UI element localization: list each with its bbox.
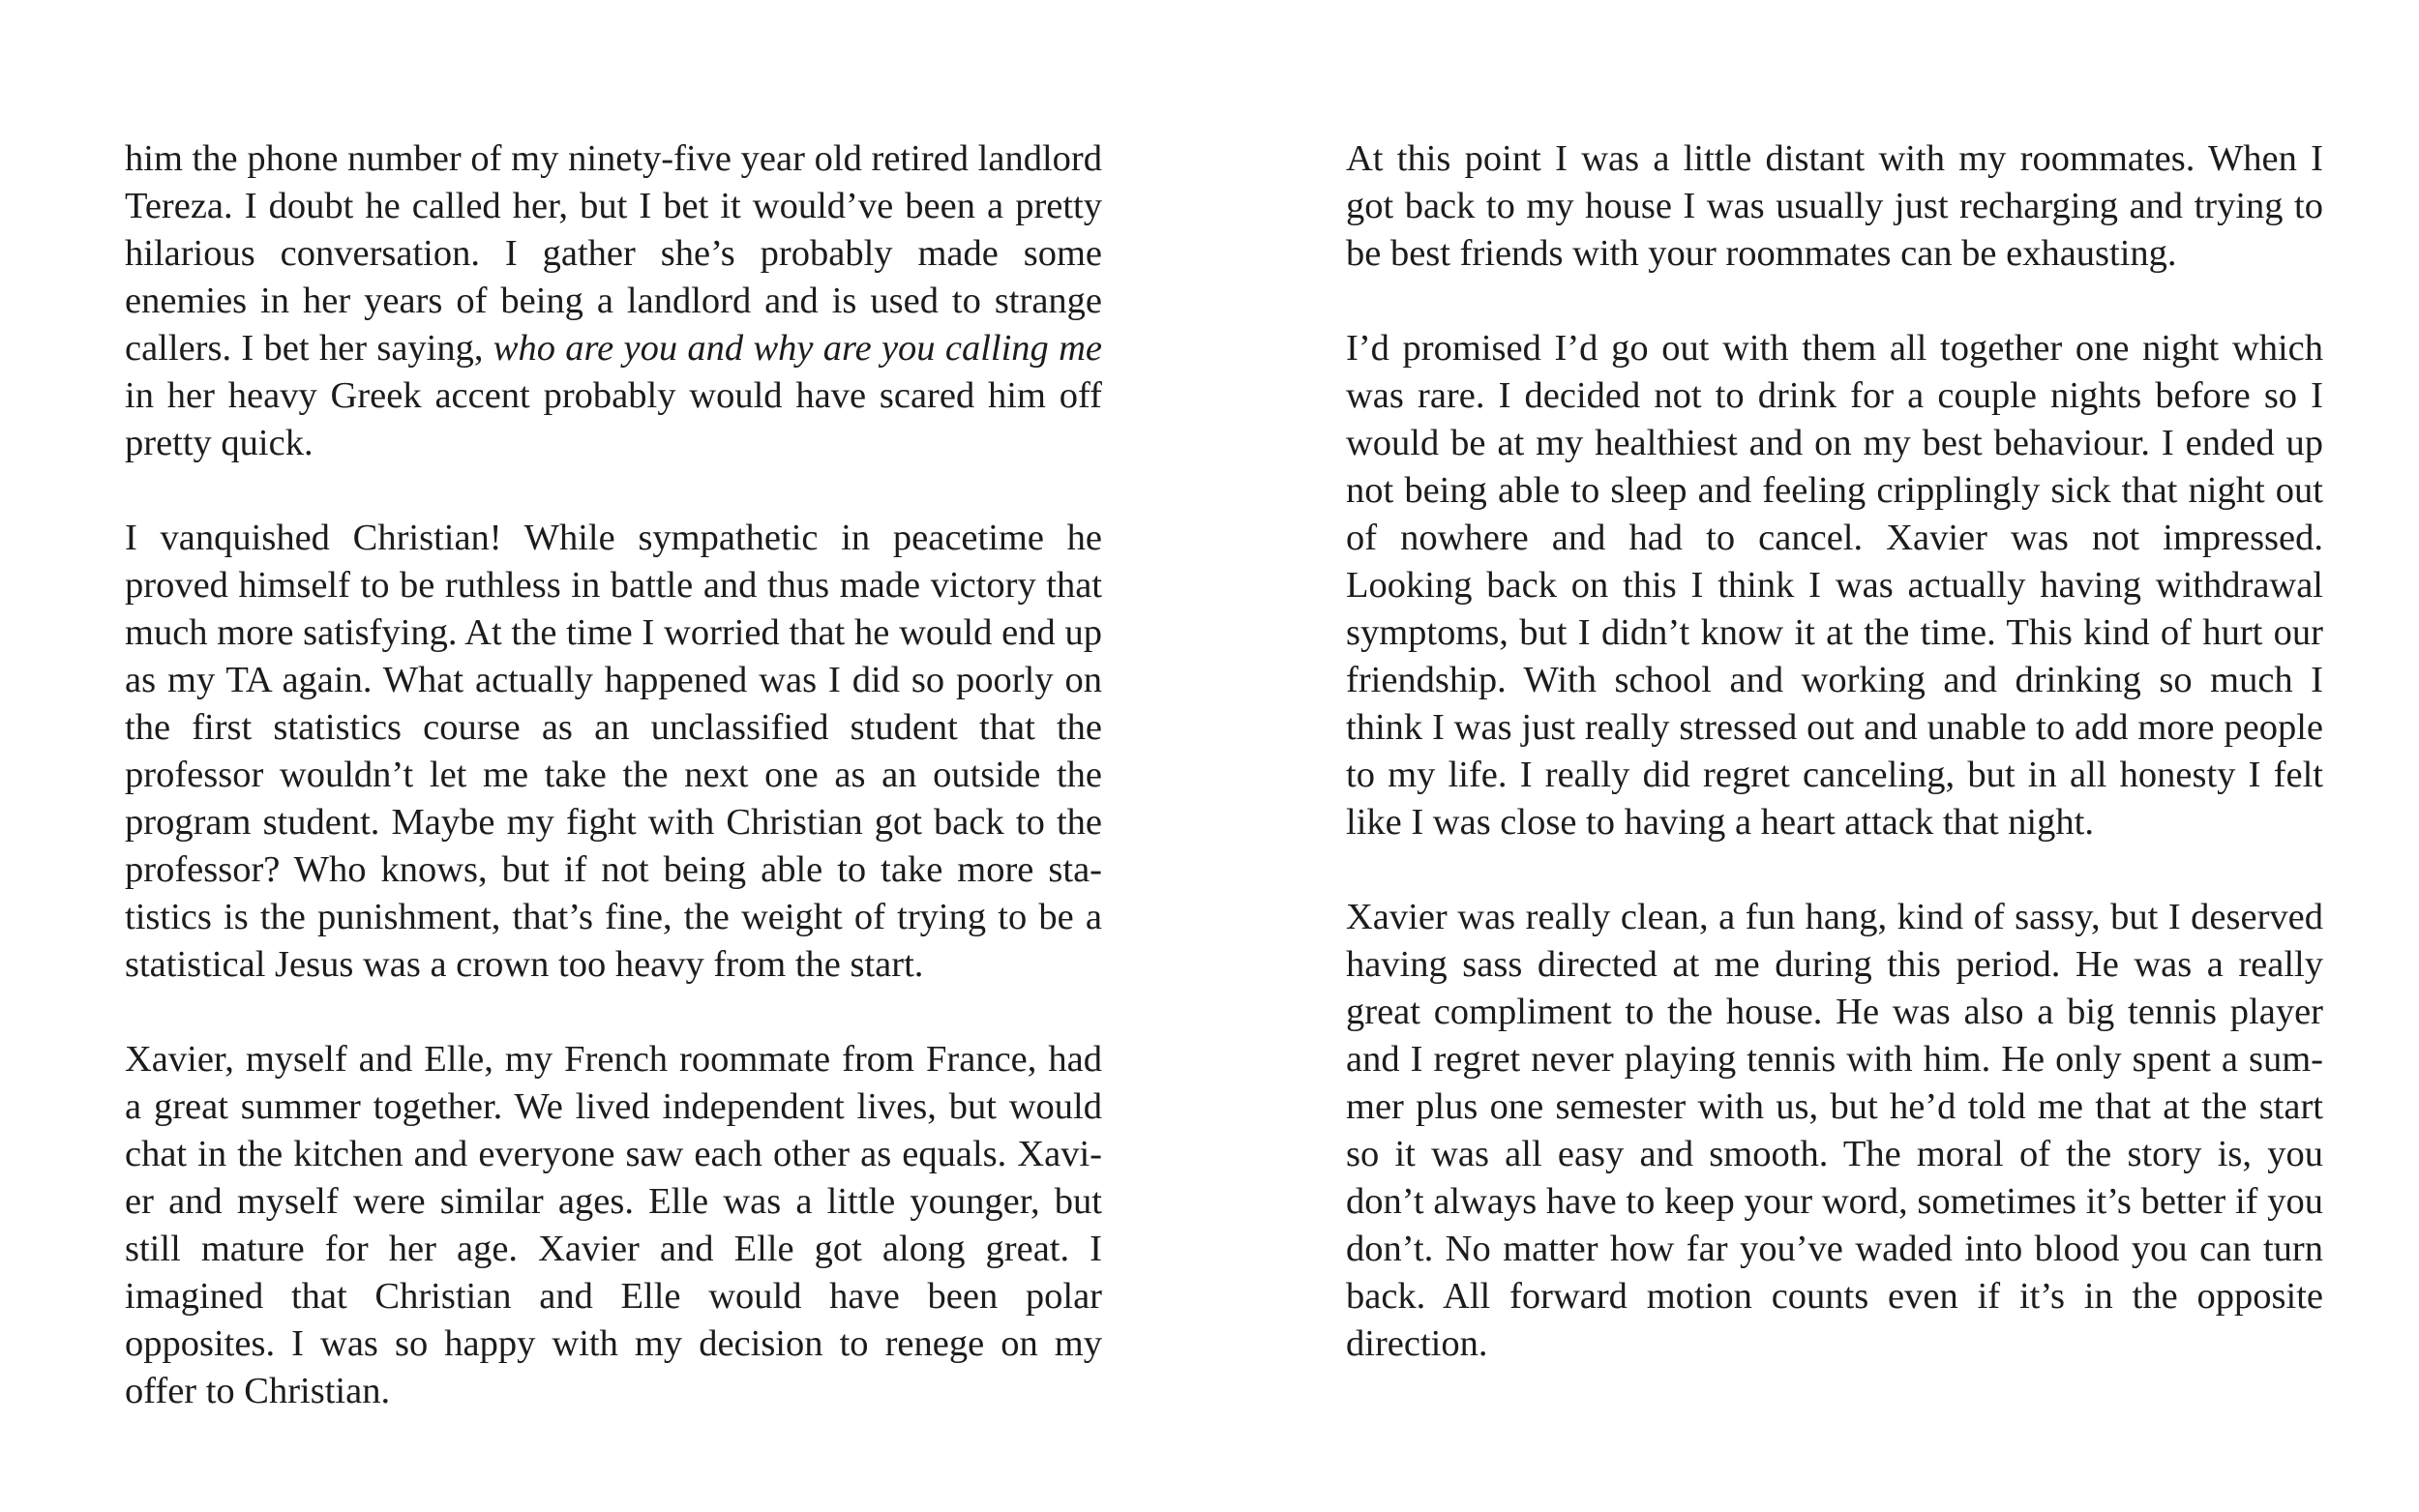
right-paragraph-2: I’d promised I’d go out with them all together one night which was rare. I decided not to drink for a couple nights before so I would be at my healthiest and on my best behaviour. I ended up not being able to sleep and feeling cripplingly sick that night out of nowhere and had to cancel. Xavier was not impressed. Looking back on this I think I was actually having withdrawal symptoms, but I didn’t know it at the time. This kind of hurt our friendship. With school and working and drinking so much I think I was just really stressed out and unable to add more people to my life. I really did regret canceling, but in all honesty I felt like I was close to having a heart attack that night. [1346, 328, 2323, 843]
right-page-text [1346, 135, 2323, 1368]
left-paragraph-1-end: in her heavy Greek accent probably would have scared him off pretty quick. [125, 375, 1102, 463]
left-paragraph-2: I vanquished Christian! While sympathetic in peacetime he proved himself to be ruthless in battle and thus made victory that much more satisfying. At the time I worried that he would end up as my TA again. What actually happened was I did so poorly on the first statistics course as an unclassified student that the professor wouldn’t let me take the next one as an outside the program student. Maybe my fight with Christian got back to the professor? Who knows, but if not being able to take more statistics is the punishment, that’s fine, the weight of trying to be a statistical Jesus was a crown too heavy from the start. [125, 518, 1102, 985]
left-paragraph-3: Xavier, myself and Elle, my French roommate from France, had a great summer together. We lived independent lives, but would chat in the kitchen and everyone saw each other as equals. Xavier and myself were similar ages. Elle was a little younger, but still mature for her age. Xavier and Elle got along great. I imagined that Christian and Elle would have been polar opposites. I was so happy with my decision to renege on my offer to Christian. [125, 1039, 1102, 1411]
left-paragraph-1 [125, 135, 1102, 467]
right-paragraph-1: At this point I was a little distant with my roommates. When I got back to my house I was usually just recharging and trying to be best friends with your roommates can be exhausting. [1346, 138, 2323, 274]
left-paragraph-1-start: him the phone number of my ninety-five year old retired landlord Tereza. I doubt he called her, but I bet it would’ve been a pretty hilarious conversation. I gather she’s probably made some enemies in her years of being a landlord and is used to strange callers. I bet her saying, [125, 138, 1102, 369]
left-page-text [125, 135, 1102, 1415]
right-paragraph-3: Xavier was really clean, a fun hang, kind of sassy, but I deserved having sass directed at me during this period. He was a really great compliment to the house. He was also a big tennis player and I regret never playing tennis with him. He only spent a summer plus one semester with us, but he’d told me that at the start so it was all easy and smooth. The moral of the story is, you don’t always have to keep your word, sometimes it’s better if you don’t. No matter how far you’ve waded into blood you can turn back. All forward motion counts even if it’s in the opposite direction. [1346, 897, 2323, 1364]
left-paragraph-1-italic-quote: who are you and why are you calling me [493, 328, 1102, 369]
